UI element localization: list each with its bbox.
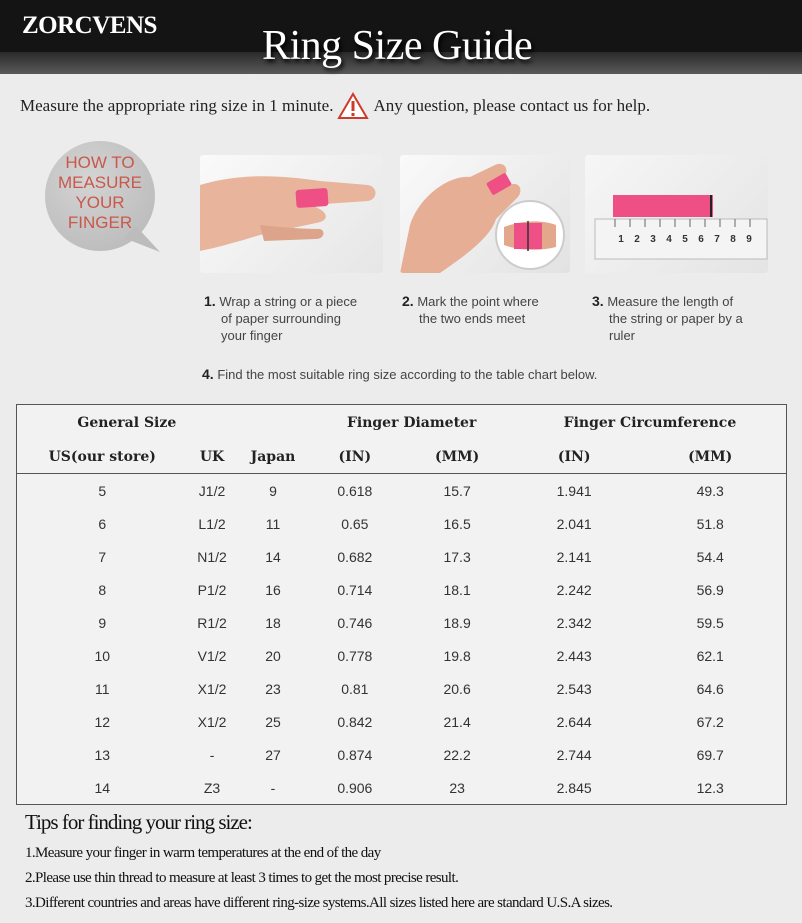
table-cell: 19.8 — [443, 647, 471, 664]
table-cell: 0.906 — [337, 779, 373, 796]
table-cell: 49.3 — [696, 482, 724, 499]
intro-line — [20, 92, 650, 120]
table-cell: N1/2 — [197, 548, 227, 565]
step-number: 1. — [204, 293, 216, 309]
table-cell: 18 — [265, 614, 281, 631]
table-cell: 12 — [94, 713, 111, 730]
step-4 — [202, 366, 762, 383]
ruler-digit: 5 — [682, 234, 688, 245]
step-text: Find the most suitable ring size according to the table chart below. — [217, 367, 598, 382]
column-header: (MM) — [400, 441, 514, 474]
table-cell: 9 — [269, 482, 277, 499]
step-text: your finger — [221, 328, 283, 343]
table-cell: 0.842 — [337, 713, 373, 730]
step-1 — [204, 293, 394, 344]
table-cell: 23 — [265, 680, 281, 697]
ruler-digit: 9 — [746, 234, 752, 245]
table-row — [17, 639, 787, 672]
table-cell: L1/2 — [198, 515, 226, 532]
how-to-line: HOW TO — [65, 153, 135, 172]
group-header-circumference: Finger Circumference — [563, 415, 737, 431]
step-number: 2. — [402, 293, 414, 309]
table-cell: 7 — [98, 548, 107, 565]
tips-section — [25, 810, 612, 916]
table-column-header-row — [17, 441, 787, 474]
table-cell: 9 — [98, 614, 107, 631]
how-to-line: YOUR — [75, 193, 125, 212]
column-header: Japan — [237, 441, 310, 474]
table-cell: 21.4 — [443, 713, 471, 730]
intro-text-2: Any question, please contact us for help. — [373, 96, 651, 115]
tip-item: 2.Please use thin thread to measure at least 3 times to get the most precise result. — [25, 870, 459, 886]
table-cell: 25 — [265, 713, 281, 730]
table-cell: 59.5 — [696, 614, 724, 631]
table-row — [17, 672, 787, 705]
table-cell: 13 — [94, 746, 111, 763]
table-cell: 0.874 — [337, 746, 373, 763]
table-cell: 0.65 — [341, 515, 369, 532]
table-cell: 2.543 — [556, 680, 592, 697]
group-header-general: General Size — [77, 415, 177, 431]
table-row — [17, 606, 787, 639]
table-cell: X1/2 — [197, 713, 227, 730]
table-cell: 14 — [94, 779, 111, 796]
ruler-digit: 3 — [650, 234, 656, 245]
table-cell: 15.7 — [443, 482, 471, 499]
table-cell: 16 — [265, 581, 281, 598]
ruler-digit: 8 — [730, 234, 736, 245]
ruler-digit: 6 — [698, 234, 704, 245]
step-3 — [592, 293, 782, 344]
step-text: of paper surrounding — [221, 311, 341, 326]
table-cell: 11 — [265, 515, 281, 532]
table-row — [17, 507, 787, 540]
table-row — [17, 474, 787, 508]
brand-logo: ZORCVENS — [22, 12, 157, 39]
warning-triangle-icon — [337, 92, 369, 120]
table-cell: 14 — [265, 548, 281, 565]
column-header: UK — [187, 441, 236, 474]
column-header: US(our store) — [17, 441, 188, 474]
tips-title: Tips for finding your ring size: — [25, 810, 252, 834]
table-cell: 6 — [98, 515, 107, 532]
table-cell: 22.2 — [443, 746, 471, 763]
table-cell: - — [209, 746, 215, 763]
table-cell: 62.1 — [696, 647, 724, 664]
step-number: 4. — [202, 366, 214, 382]
how-to-line: MEASURE — [57, 173, 143, 192]
table-cell: 5 — [98, 482, 107, 499]
table-cell: 27 — [265, 746, 281, 763]
how-to-label — [38, 153, 162, 233]
step-text: Measure the length of — [607, 294, 734, 309]
column-header: (IN) — [309, 441, 400, 474]
table-cell: 8 — [98, 581, 107, 598]
table-cell: 1.941 — [556, 482, 592, 499]
table-cell: J1/2 — [198, 482, 226, 499]
table-row — [17, 573, 787, 606]
table-cell: 2.845 — [556, 779, 592, 796]
intro-text-1: Measure the appropriate ring size in 1 minute. — [20, 96, 334, 115]
table-cell: P1/2 — [197, 581, 227, 598]
table-cell: 2.744 — [556, 746, 592, 763]
table-cell: R1/2 — [197, 614, 227, 631]
table-cell: 2.141 — [556, 548, 592, 565]
table-cell: 0.714 — [337, 581, 373, 598]
column-header: (IN) — [514, 441, 634, 474]
palm-illustration — [400, 155, 570, 273]
ruler-digit: 1 — [618, 234, 624, 245]
ruler-digit: 4 — [666, 234, 672, 245]
table-cell: 2.443 — [556, 647, 592, 664]
table-cell: 56.9 — [696, 581, 724, 598]
step-text: the two ends meet — [419, 311, 526, 326]
table-cell: 12.3 — [696, 779, 724, 796]
column-header: (MM) — [634, 441, 786, 474]
ruler-digit: 7 — [714, 234, 720, 245]
table-body — [17, 474, 787, 805]
table-cell: 0.682 — [337, 548, 373, 565]
table-cell: 2.242 — [556, 581, 592, 598]
step-text: Mark the point where — [417, 294, 539, 309]
how-to-line: FINGER — [67, 213, 133, 232]
table-cell: 16.5 — [443, 515, 471, 532]
table-cell: - — [270, 779, 276, 796]
ring-size-table — [16, 404, 787, 805]
table-cell: 0.746 — [337, 614, 373, 631]
table-row — [17, 738, 787, 771]
table-cell: 10 — [94, 647, 111, 664]
table-row — [17, 771, 787, 805]
photo-mark-point — [400, 155, 570, 273]
table-cell: 0.618 — [337, 482, 373, 499]
table-cell: V1/2 — [197, 647, 227, 664]
table-group-header-row — [17, 405, 787, 442]
table-cell: 54.4 — [696, 548, 724, 565]
table-cell: 2.041 — [556, 515, 592, 532]
tip-item: 3.Different countries and areas have different ring-size systems.All sizes listed here are standard U.S.A sizes. — [25, 895, 613, 911]
group-header-spacer — [237, 405, 310, 442]
photo-ruler — [585, 155, 768, 273]
table-cell: 18.1 — [443, 581, 471, 598]
step-number: 3. — [592, 293, 604, 309]
table-cell: 0.81 — [341, 680, 369, 697]
table-cell: 20.6 — [443, 680, 471, 697]
table-cell: 23 — [449, 779, 465, 796]
table-cell: 2.342 — [556, 614, 592, 631]
table-cell: 20 — [265, 647, 281, 664]
step-text: Wrap a string or a piece — [219, 294, 358, 309]
step-text: ruler — [609, 328, 636, 343]
table-cell: 11 — [94, 680, 110, 697]
table-cell: 69.7 — [696, 746, 724, 763]
ruler-illustration — [585, 155, 768, 273]
table-cell: 2.644 — [556, 713, 592, 730]
table-cell: 67.2 — [696, 713, 724, 730]
page-title: Ring Size Guide — [262, 23, 533, 69]
table-cell: 17.3 — [443, 548, 471, 565]
photo-wrap-finger — [200, 155, 383, 273]
step-text: the string or paper by a — [609, 311, 743, 326]
table-cell: X1/2 — [197, 680, 227, 697]
group-header-diameter: Finger Diameter — [346, 415, 477, 431]
ruler-digit: 2 — [634, 234, 640, 245]
table-row — [17, 705, 787, 738]
step-2 — [402, 293, 572, 327]
table-cell: 0.778 — [337, 647, 373, 664]
table-cell: 64.6 — [696, 680, 724, 697]
tip-item: 1.Measure your finger in warm temperatures at the end of the day — [25, 845, 381, 861]
table-row — [17, 540, 787, 573]
table-cell: Z3 — [203, 779, 221, 796]
table-cell: 51.8 — [696, 515, 724, 532]
table-cell: 18.9 — [443, 614, 471, 631]
hand-illustration — [200, 155, 383, 273]
